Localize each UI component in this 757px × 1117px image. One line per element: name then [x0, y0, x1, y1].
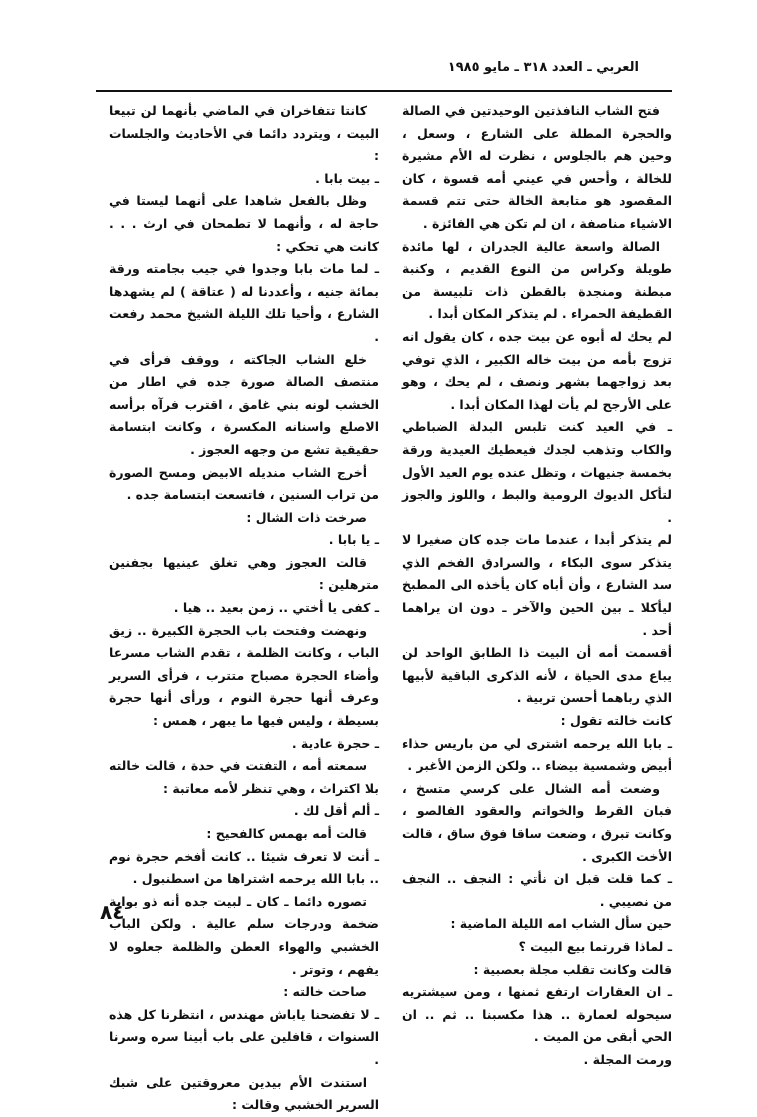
paragraph: ـ لما مات بابا وجدوا في جيب بجامته ورقة بمائة جنيه ، وأعددنا له ( عتاقة ) لم يشهدها الشارع ، وأحيا تلك الليلة الشيخ محمد رفعت . [109, 261, 379, 344]
running-header: العربي ـ العدد ٣١٨ ـ مايو ١٩٨٥ [447, 60, 639, 75]
paragraph: ورمت المجلة . [583, 1051, 672, 1067]
paragraph: خلع الشاب الجاكته ، ووقف فرأى في منتصف الصالة صورة جده في اطار من الخشب لونه بني غامق ، اقترب فرآه برأسه الاصلع واسنانه المكسرة ، وكانت ابتسامة حقيقية تشع من وجهه العجوز . [109, 351, 379, 457]
paragraph: قالت أمه بهمس كالفحيح : [206, 826, 367, 841]
paragraph: كانت خالته تقول : [560, 713, 672, 729]
paragraph: ـ بيت بابا . [315, 170, 379, 186]
left-column [109, 100, 379, 1117]
paragraph: لم يحك له أبوه عن بيت جده ، كان يقول انه تزوج بأمه من بيت خاله الكبير ، الذي توفي بعد زواجهما بشهر ونصف ، لم يحك ، وهو على الأرجح لم يأت لهذا المكان أبدا . [402, 328, 672, 412]
paragraph: أقسمت أمه أن البيت ذا الطابق الواحد لن يباع مدى الحياة ، لأنه الذكرى الباقية لأبيها الذي رباهما أحسن تربية . [402, 645, 672, 706]
paragraph: ـ يا بابا . [328, 532, 379, 548]
header-rule [96, 90, 672, 92]
paragraph: ـ ألم أقل لك . [293, 803, 379, 819]
paragraph: قالت وكانت تقلب مجلة بعصبية : [473, 961, 672, 977]
paragraph: حين سأل الشاب امه الليلة الماضية : [450, 916, 672, 932]
paragraph: وظل بالفعل شاهدا على أنهما ليستا في حاجة له ، وأنهما لا تطمحان في ارث . . . كانت هي تحكي : [109, 193, 379, 254]
paragraph: وضعت أمه الشال على كرسي متسخ ، فبان القرط والخواتم والعقود الفالصو ، وكانت تبرق ، وضعت ساقا فوق ساق ، قالت الأخت الكبرى . [402, 780, 672, 864]
paragraph: الصالة واسعة عالية الجدران ، لها مائدة طويلة وكراس من النوع القديم ، وكنبة مبطنة ومنجدة بالقطن ذات تلبيسة من القطيفة الحمراء . لم يتذكر المكان أبدا . [402, 238, 672, 322]
paragraph: فتح الشاب النافذتين الوحيدتين في الصالة والحجرة المطلة على الشارع ، وسعل ، وحين هم بالجلوس ، نظرت له الأم مشيرة للخالة ، وأحس في عيني أمه قسوة ، كان المقصود هو متابعة الخالة حتى تتم قسمة الاشياء مناصفة ، ان لم تكن هي الفائزة . [402, 103, 672, 231]
paragraph: ـ كما قلت قبل ان نأتي : النجف .. النجف من نصيبي . [402, 871, 672, 909]
paragraph: صرخت ذات الشال : [246, 509, 367, 525]
paragraph: ـ بابا الله يرحمه اشترى لي من باريس حذاء أبيض وشمسية بيضاء .. ولكن الزمن الأغبر . [402, 735, 672, 774]
paragraph: ـ أنت لا تعرف شيئا .. كانت أفخم حجرة نوم .. بابا الله يرحمه اشتراها من اسطنبول . [109, 848, 379, 887]
paragraph: أخرج الشاب منديله الابيض ومسح الصورة من تراب السنين ، فاتسعت ابتسامة جده . [109, 464, 379, 503]
paragraph: ـ لا تفضحنا ياباش مهندس ، انتظرنا كل هذه السنوات ، قافلين على باب أبينا سره وسرنا . [109, 1006, 379, 1067]
paragraph: سمعته أمه ، التفتت في حدة ، قالت خالته بلا اكتراث ، وهي تنظر لأمه معاتبة : [109, 758, 379, 796]
page-number: ٨٤ [100, 900, 125, 924]
paragraph: ـ لماذا قررتما بيع البيت ؟ [518, 938, 672, 954]
paragraph: تصوره دائما ـ كان ـ لبيت جده أنه ذو بوابة ضخمة ودرجات سلم عالية . ولكن الباب الخشبي والهواء العطن والظلمة جعلوه لا يفهم ، وتوتر . [109, 893, 379, 977]
paragraph: قالت العجوز وهي تغلق عينيها بجفنين مترهلين : [109, 554, 379, 593]
paragraph: ـ حجرة عادية . [291, 735, 379, 751]
paragraph: كانتا تتفاخران في الماضي بأنهما لن تبيعا البيت ، ويتردد دائما في الأحاديث والجلسات : [109, 103, 379, 164]
right-column [402, 100, 672, 1072]
paragraph: لم يتذكر أبدا ، عندما مات جده كان صغيرا لا يتذكر سوى البكاء ، والسرادق الفخم الذي سد الشارع ، وأن أباه كان يأخذه الى المطبخ ليأكلا ـ بين الحين والآخر ـ دون ان يراهما أحد . [402, 532, 672, 638]
paragraph: استندت الأم بيدين معروقتين على شبك السرير الخشبي وقالت : [109, 1074, 379, 1113]
paragraph: ـ ان العقارات ارتفع ثمنها ، ومن سيشتريه سيحوله لعمارة .. هذا مكسبنا .. ثم .. ان الحي أبقى من الميت . [402, 984, 672, 1045]
paragraph: ـ في العيد كنت تلبس البدلة الضباطي والكاب وتذهب لجدك فيعطيك العيدية ورقة بخمسة جنيهات ، وتظل عنده يوم العيد الأول لتأكل الديوك الرومية والبط ، واللوز والجوز . [402, 419, 672, 525]
paragraph: ـ كفى يا أختي .. زمن بعيد .. هيا . [173, 600, 379, 616]
paragraph: صاحت خالته : [283, 984, 367, 1000]
paragraph: ونهضت وفتحت باب الحجرة الكبيرة .. زيق الباب ، وكانت الظلمة ، تقدم الشاب مسرعا وأضاء الحجرة مصباح متترب ، فرأى السرير وعرف أنها حجرة النوم ، ورأى أنها حجرة بسيطة ، وليس فيها ما يبهر ، همس : [109, 622, 379, 729]
